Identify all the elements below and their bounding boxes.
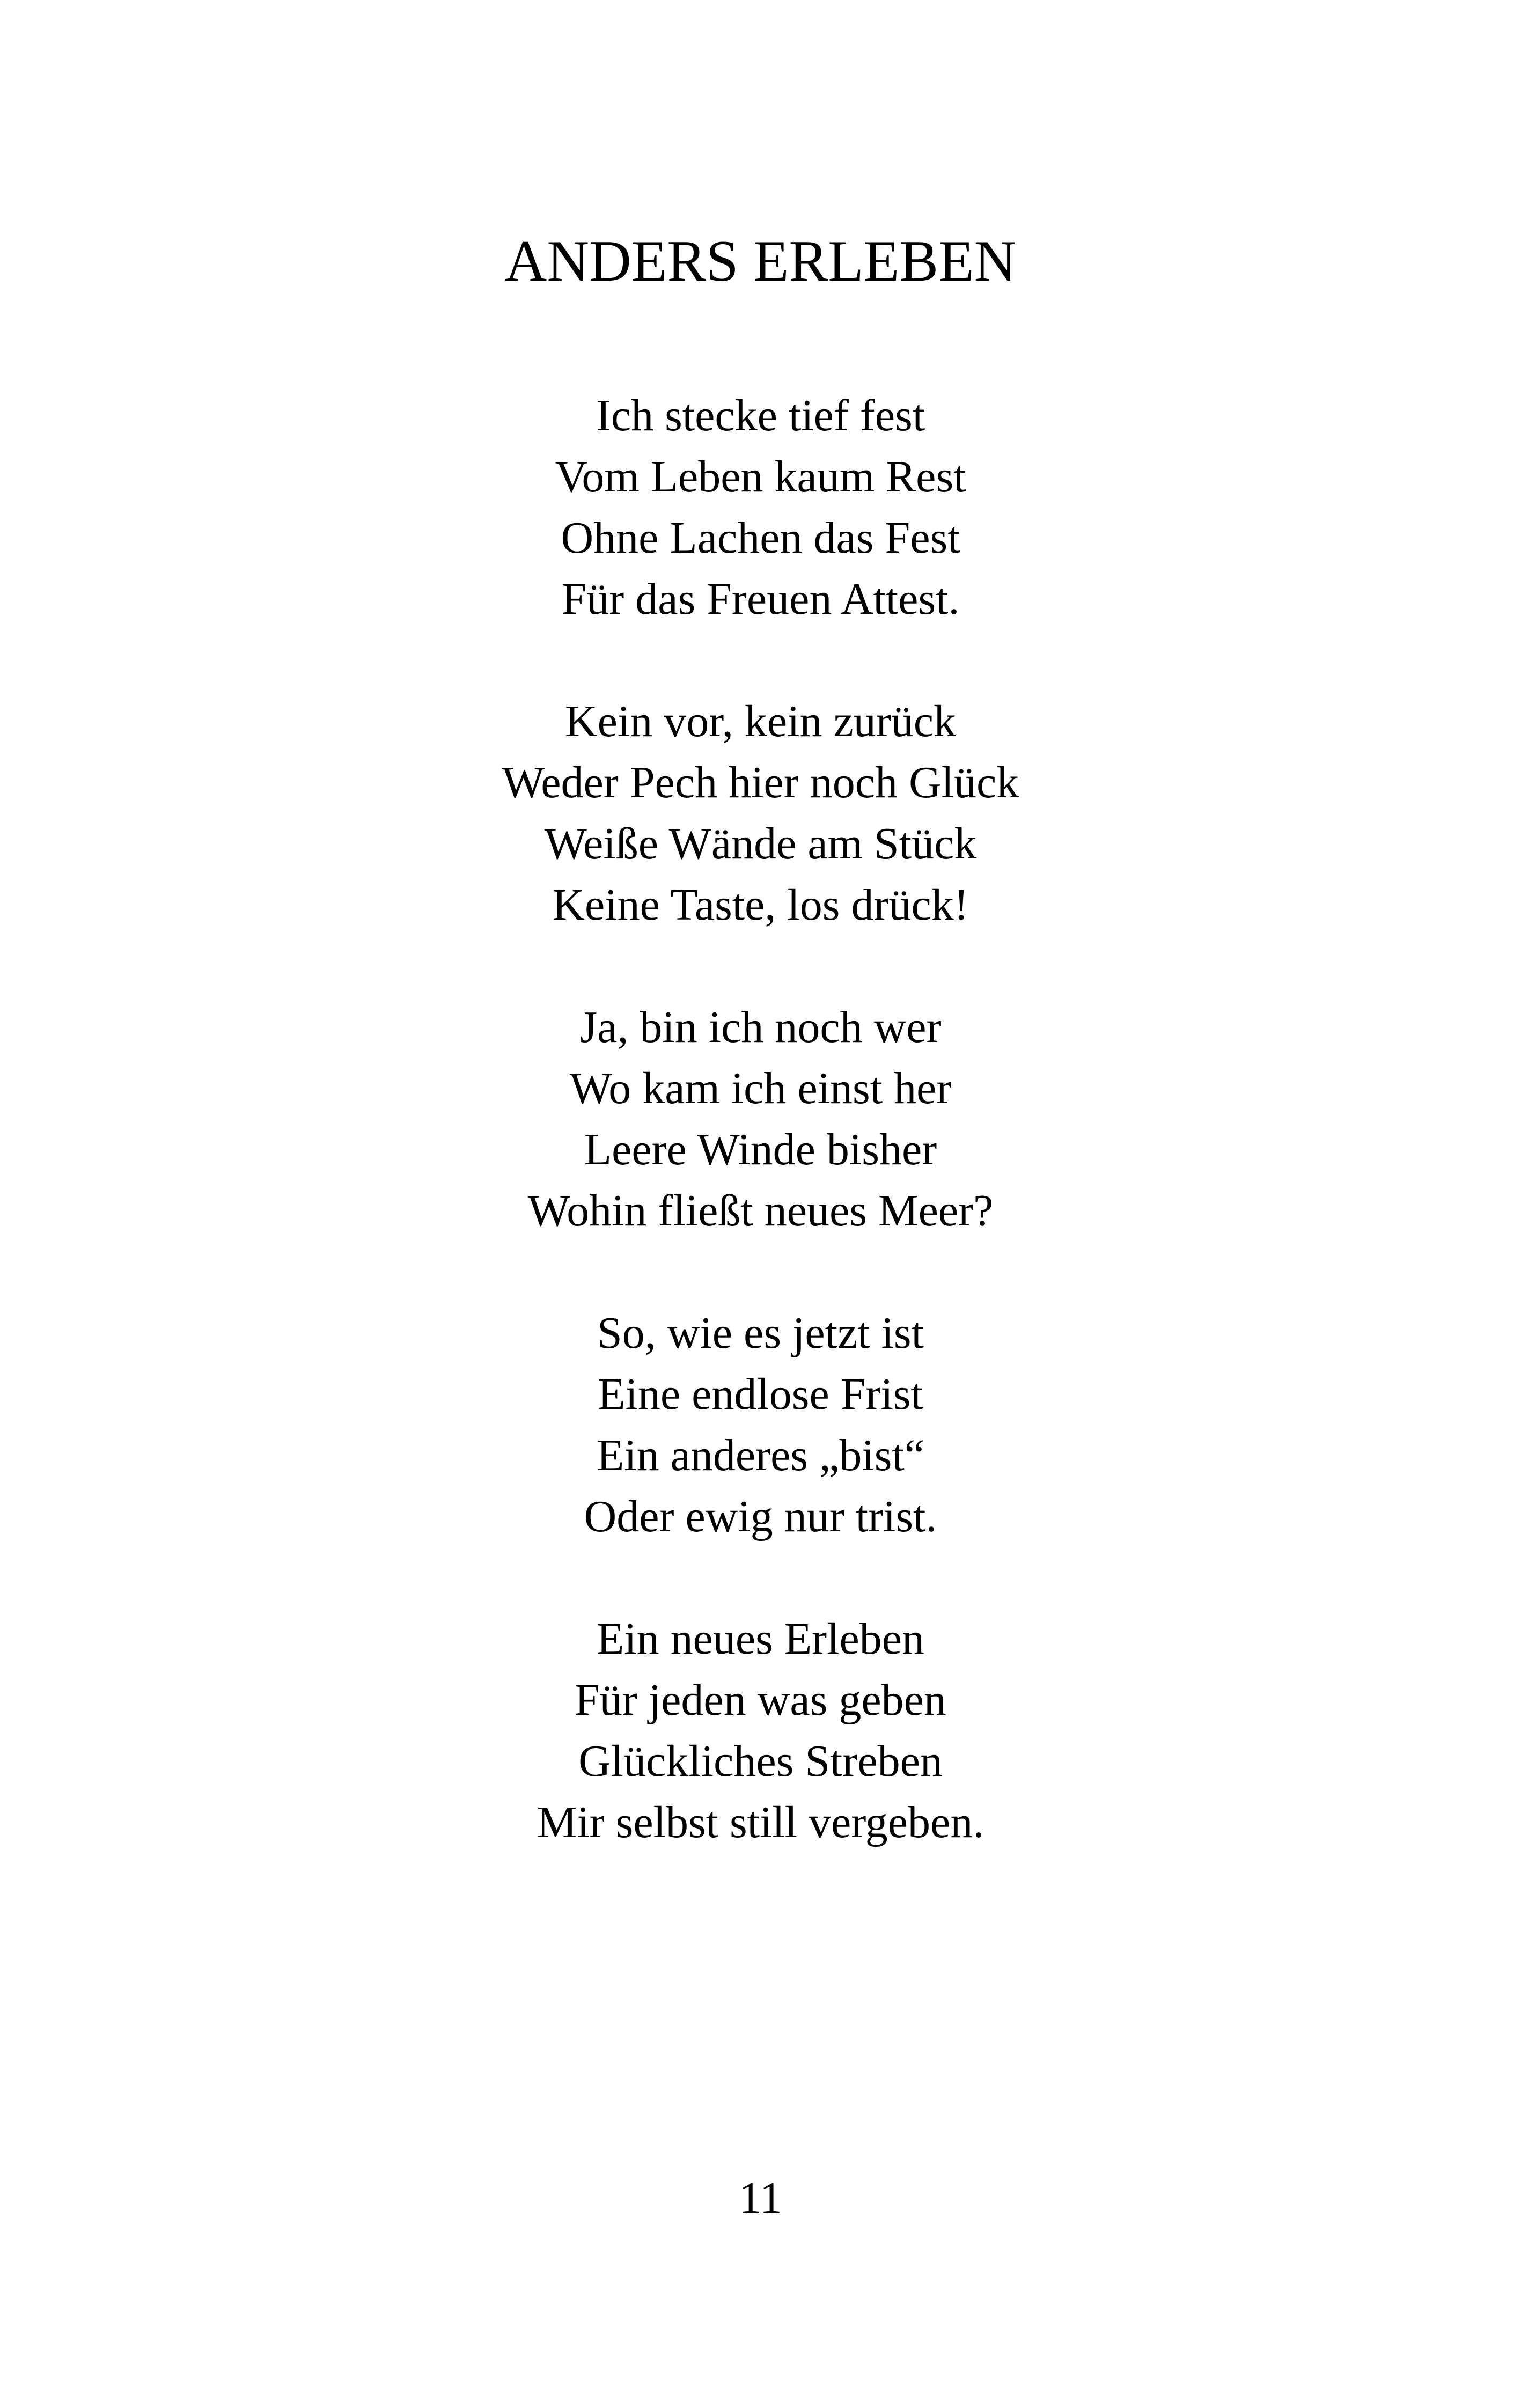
poem-title: ANDERS ERLEBEN: [504, 229, 1017, 293]
poem-line: Glückliches Streben: [578, 1736, 943, 1786]
poem-line: Mir selbst still vergeben.: [537, 1797, 984, 1847]
poem-line: Oder ewig nur trist.: [584, 1492, 937, 1541]
poem-line: Eine endlose Frist: [598, 1369, 923, 1419]
poem-line: Keine Taste, los drück!: [552, 880, 969, 930]
poem-line: Ohne Lachen das Fest: [561, 513, 960, 563]
poem-line: Weiße Wände am Stück: [544, 819, 977, 869]
poem-line: Weder Pech hier noch Glück: [502, 758, 1019, 807]
stanza-3: [0, 997, 1521, 1242]
page-number: 11: [739, 2173, 782, 2223]
poem-line: Ein neues Erleben: [596, 1614, 925, 1664]
poem-line: Ja, bin ich noch wer: [579, 1002, 942, 1052]
poem-line: Leere Winde bisher: [584, 1125, 937, 1174]
stanza-2: [0, 691, 1521, 936]
poem-line: So, wie es jetzt ist: [597, 1308, 924, 1358]
stanza-1: [0, 385, 1521, 630]
stanza-5: [0, 1609, 1521, 1853]
poem-line: Ich stecke tief fest: [596, 391, 925, 441]
poem-line: Ein anderes „bist“: [596, 1430, 925, 1480]
poem-line: Für jeden was geben: [575, 1675, 946, 1725]
poem-line: Wohin fließt neues Meer?: [527, 1186, 994, 1236]
poem-line: Kein vor, kein zurück: [564, 696, 957, 746]
stanza-4: [0, 1303, 1521, 1547]
poem-line: Wo kam ich einst her: [569, 1063, 952, 1113]
poem-line: Für das Freuen Attest.: [561, 574, 960, 624]
poem-line: Vom Leben kaum Rest: [555, 452, 966, 502]
poem-body: [0, 385, 1521, 1914]
